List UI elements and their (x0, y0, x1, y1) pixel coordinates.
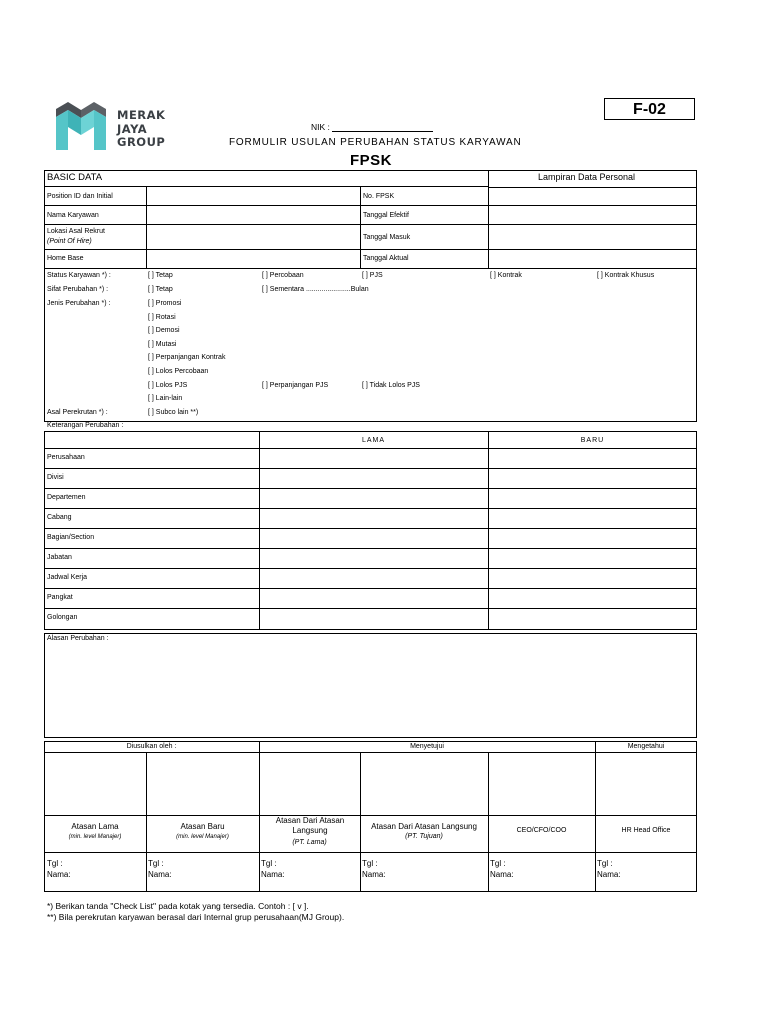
company-logo (54, 101, 108, 151)
checkbox-subco[interactable]: [ ] Subco lain **) (148, 409, 199, 416)
checkbox-percobaan[interactable]: [ ] Percobaan (262, 272, 304, 279)
checkbox-tetap[interactable]: [ ] Tetap (148, 272, 173, 279)
status-label: Status Karyawan *) : (47, 272, 111, 279)
tgl-5: Tgl : (490, 859, 506, 868)
row-departemen: Departemen (47, 494, 86, 501)
no-fpsk-label: No. FPSK (363, 193, 395, 200)
form-code: F-02 (604, 98, 695, 120)
jenis-label: Jenis Perubahan *) : (47, 300, 111, 307)
sifat-label: Sifat Perubahan *) : (47, 286, 109, 293)
atasan-dari-tujuan-label: Atasan Dari Atasan Langsung (371, 822, 477, 831)
nama-1: Nama: (47, 870, 71, 879)
nama-5: Nama: (490, 870, 514, 879)
nama-3: Nama: (261, 870, 285, 879)
company-name: MERAK JAYA GROUP (117, 108, 166, 149)
checkbox-tidak-lolos-pjs[interactable]: [ ] Tidak Lolos PJS (362, 382, 420, 389)
tgl-1: Tgl : (47, 859, 63, 868)
tgl-3: Tgl : (261, 859, 277, 868)
tgl-6: Tgl : (597, 859, 613, 868)
checkbox-mutasi[interactable]: [ ] Mutasi (148, 341, 177, 348)
checkbox-promosi[interactable]: [ ] Promosi (148, 300, 182, 307)
atasan-lama-min-level: (min. level Manajer) (68, 834, 122, 840)
tgl-4: Tgl : (362, 859, 378, 868)
form-title: FORMULIR USULAN PERUBAHAN STATUS KARYAWAN (229, 137, 522, 148)
checkbox-kontrak-khusus[interactable]: [ ] Kontrak Khusus (597, 272, 655, 279)
checkbox-sifat-tetap[interactable]: [ ] Tetap (148, 286, 173, 293)
pt-tujuan-label: (PT. Tujuan) (405, 833, 443, 840)
atasan-lama-label: Atasan Lama (71, 822, 119, 831)
checkbox-kontrak[interactable]: [ ] Kontrak (490, 272, 522, 279)
nama-4: Nama: (362, 870, 386, 879)
changes-table (44, 431, 697, 630)
point-of-hire-label: (Point Of Hire) (47, 238, 92, 245)
ceo-label: CEO/CFO/COO (516, 827, 567, 834)
nama-2: Nama: (148, 870, 172, 879)
atasan-baru-label: Atasan Baru (180, 822, 225, 831)
home-base-label: Home Base (47, 255, 84, 262)
asal-label: Asal Perekrutan *) : (47, 409, 108, 416)
tgl-aktual-label: Tanggal Aktual (363, 255, 409, 262)
position-id-label: Position ID dan Initial (47, 193, 113, 200)
row-bagian: Bagian/Section (47, 534, 95, 541)
footnote-1: *) Berikan tanda "Check List" pada kotak yang tersedia. Contoh : [ v ]. (47, 901, 309, 911)
mengetahui-label: Mengetahui (627, 743, 665, 750)
atasan-dari-lama-label: Atasan Dari Atasan Langsung (275, 816, 345, 835)
menyetujui-label: Menyetujui (410, 743, 444, 750)
checkbox-perpanjangan-kontrak[interactable]: [ ] Perpanjangan Kontrak (148, 354, 226, 361)
checkbox-lolos-pjs[interactable]: [ ] Lolos PJS (148, 382, 188, 389)
nik-label: NIK : (311, 122, 330, 132)
row-divisi: Divisi (47, 474, 64, 481)
tgl-2: Tgl : (148, 859, 164, 868)
hr-label: HR Head Office (621, 827, 671, 834)
checkbox-sementara[interactable]: [ ] Sementara .......................Bulan (262, 286, 369, 293)
row-jabatan: Jabatan (47, 554, 72, 561)
tgl-efektif-label: Tanggal Efektif (363, 212, 409, 219)
checkbox-lain-lain[interactable]: [ ] Lain-lain (148, 395, 183, 402)
diusulkan-label: Diusulkan oleh : (126, 743, 177, 750)
checkbox-pjs[interactable]: [ ] PJS (362, 272, 383, 279)
pt-lama-label: (PT. Lama) (292, 839, 327, 846)
alasan-label: Alasan Perubahan : (47, 635, 109, 642)
row-perusahaan: Perusahaan (47, 454, 85, 461)
atasan-baru-min-level: (min. level Manajer) (176, 834, 229, 840)
tgl-masuk-label: Tanggal Masuk (363, 234, 411, 241)
checkbox-perpanjangan-pjs[interactable]: [ ] Perpanjangan PJS (262, 382, 329, 389)
row-golongan: Golongan (47, 614, 78, 621)
alasan-box[interactable] (44, 633, 697, 738)
attachment-label: Lampiran Data Personal (538, 172, 636, 182)
col-baru: BARU (580, 437, 605, 444)
basic-data-label: BASIC DATA (47, 172, 103, 183)
row-jadwal-kerja: Jadwal Kerja (47, 574, 88, 581)
lokasi-label: Lokasi Asal Rekrut (47, 228, 105, 235)
row-pangkat: Pangkat (47, 594, 73, 601)
checkbox-demosi[interactable]: [ ] Demosi (148, 327, 180, 334)
keterangan-label: Keterangan Perubahan : (47, 422, 124, 429)
nama-label: Nama Karyawan (47, 212, 99, 219)
form-short-title: FPSK (350, 152, 393, 169)
checkbox-rotasi[interactable]: [ ] Rotasi (148, 314, 176, 321)
nama-6: Nama: (597, 870, 621, 879)
col-lama: LAMA (361, 437, 386, 444)
row-cabang: Cabang (47, 514, 72, 521)
footnote-2: **) Bila perekrutan karyawan berasal dari Internal grup perusahaan(MJ Group). (47, 912, 345, 922)
checkbox-lolos-percobaan[interactable]: [ ] Lolos Percobaan (148, 368, 209, 375)
nik-field[interactable] (332, 131, 433, 132)
